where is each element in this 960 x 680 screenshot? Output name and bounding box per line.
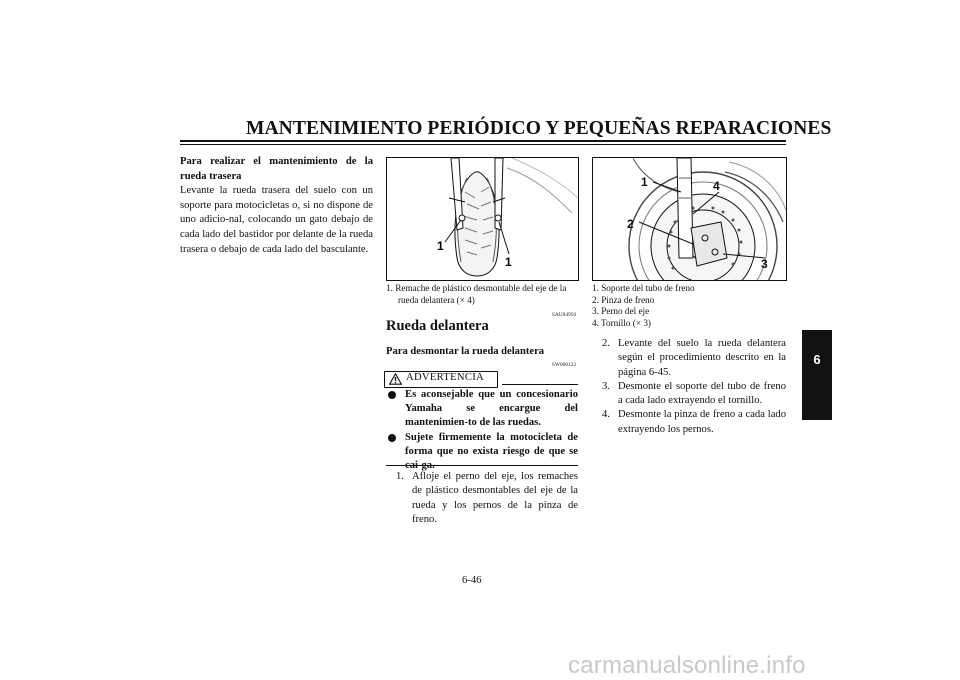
doc-code-warning: SW000122	[552, 362, 577, 368]
rear-wheel-heading: Para realizar el mantenimiento de la rueda trasera	[180, 156, 373, 182]
figure1-caption	[386, 283, 578, 306]
brake-caliper-illustration	[593, 158, 786, 280]
figure2-caption-item: 4. Tornillo (× 3)	[592, 317, 651, 328]
doc-code-rueda: SAU04956	[552, 312, 577, 318]
bullet-icon	[388, 391, 396, 399]
header-rule-thin	[180, 144, 786, 145]
section-tab-number: 6	[813, 352, 821, 367]
figure2-caption	[592, 283, 786, 329]
warning-list	[386, 388, 578, 473]
step-item: 3. Desmonte el soporte del tubo de freno a cada lado extrayendo el tornillo.	[602, 380, 786, 407]
warning-item: Es aconsejable que un concesionario Yamaha se encargue del mantenimien-to de las ruedas.	[386, 388, 578, 431]
watermark: carmanualsonline.info	[568, 652, 806, 679]
figure2-caption-item: 2. Pinza de freno	[592, 294, 655, 305]
header-rule-thick	[180, 140, 786, 142]
callout-3: 3	[761, 257, 768, 271]
steps-right	[592, 337, 786, 437]
page-title: MANTENIMIENTO PERIÓDICO Y PEQUEÑAS REPARACIONES	[246, 118, 832, 139]
callout-2: 2	[627, 217, 634, 231]
warning-item: Sujete firmemente la motocicleta de forma que no exista riesgo de que se cai-ga.	[386, 431, 578, 474]
sub-heading: Para desmontar la rueda delantera	[386, 346, 545, 357]
page-number: 6-46	[462, 575, 482, 586]
step-item: 2. Levante del suelo la rueda delantera según el procedimiento descrito en la página 6-45.	[602, 338, 786, 378]
section-tab	[802, 330, 832, 420]
warning-label: ADVERTENCIA	[406, 372, 484, 383]
step-item: 4. Desmonte la pinza de freno a cada lado extrayendo los pernos.	[602, 409, 786, 435]
figure-brake-caliper	[592, 157, 787, 281]
callout-1a: 1	[437, 239, 444, 253]
figure-front-wheel-rivets	[386, 157, 579, 281]
warning-rule-top	[502, 384, 578, 385]
callout-1: 1	[641, 175, 648, 189]
step-item: 1. Afloje el perno del eje, los remaches de plástico desmontables del eje de la rueda y los pernos de la pinza de freno.	[396, 471, 578, 525]
steps-left	[386, 470, 578, 527]
rear-wheel-body: Levante la rueda trasera del suelo con un soporte para motocicletas o, si no dispone de uno adicio-nal, colocando un gato debajo de cada lado del bastidor por delante de la rueda trasera o debajo de cada lado del basculante.	[180, 185, 373, 255]
left-column	[180, 155, 373, 257]
section-heading: Rueda delantera	[386, 318, 489, 334]
figure1-caption-item: 1. Remache de plástico desmontable del eje de la rueda delantera (× 4)	[386, 283, 567, 305]
callout-1b: 1	[505, 255, 512, 269]
callout-4: 4	[713, 179, 720, 193]
warning-triangle-icon	[389, 373, 402, 385]
figure2-caption-item: 1. Soporte del tubo de freno	[592, 283, 695, 293]
front-wheel-illustration	[387, 158, 578, 280]
bullet-icon	[388, 434, 396, 442]
figure2-caption-item: 3. Perno del eje	[592, 306, 650, 317]
warning-rule-bottom	[386, 465, 578, 466]
